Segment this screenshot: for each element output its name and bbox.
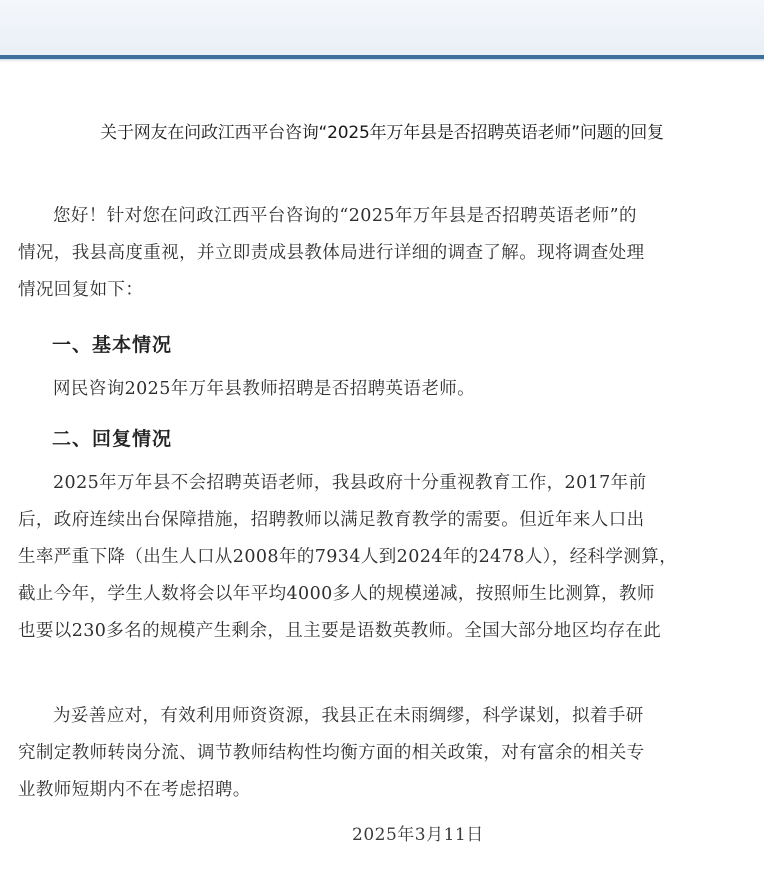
section-2-heading: 二、回复情况 [52, 428, 173, 450]
section-2-line-5: 也要以230多名的规模产生剩余，且主要是语数英教师。全国大部分地区均存在此 [18, 621, 662, 641]
header-divider-shadow [0, 59, 764, 62]
section-1-text: 网民咨询2025年万年县教师招聘是否招聘英语老师。 [53, 379, 476, 399]
section-2-paragraph [18, 465, 748, 650]
reply-date: 2025年3月11日 [352, 825, 484, 845]
section-2-line-3: 生率严重下降（出生人口从2008年的7934人到2024年的2478人），经科学测算， [18, 547, 678, 567]
section-2-line-1: 2025年万年县不会招聘英语老师，我县政府十分重视教育工作，2017年前 [53, 473, 647, 493]
document-title: 关于网友在问政江西平台咨询“2025年万年县是否招聘英语老师”问题的回复 [100, 123, 664, 143]
section-1-paragraph [18, 371, 748, 408]
closing-line-2: 究制定教师转岗分流、调节教师结构性均衡方面的相关政策，对有富余的相关专 [18, 743, 645, 763]
closing-line-1: 为妥善应对，有效利用师资资源，我县正在未雨绸缪，科学谋划，拟着手研 [53, 706, 644, 726]
section-1-heading: 一、基本情况 [52, 334, 173, 356]
header-band [0, 0, 764, 57]
greeting-line-1: 您好！针对您在问政江西平台咨询的“2025年万年县是否招聘英语老师”的 [53, 206, 637, 226]
greeting-paragraph [18, 198, 748, 309]
closing-paragraph [18, 698, 748, 809]
section-2-line-4: 截止今年，学生人数将会以年平均4000多人的规模递减，按照师生比测算，教师 [18, 584, 655, 604]
greeting-line-2: 情况，我县高度重视，并立即责成县教体局进行详细的调查了解。现将调查处理 [18, 243, 645, 263]
section-2-line-2: 后，政府连续出台保障措施，招聘教师以满足教育教学的需要。但近年来人口出 [18, 510, 645, 530]
closing-line-3: 业教师短期内不在考虑招聘。 [18, 780, 251, 800]
greeting-line-3: 情况回复如下： [18, 280, 144, 300]
